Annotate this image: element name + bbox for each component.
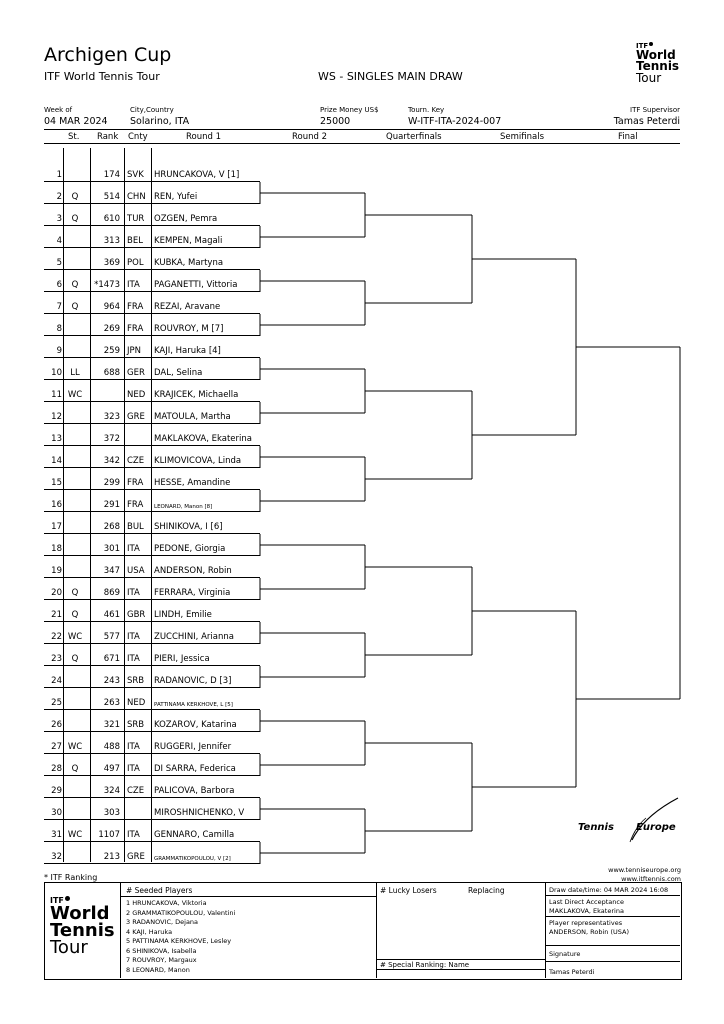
player-name: KAJI, Haruka [4] xyxy=(154,346,221,356)
entry-status: Q xyxy=(71,192,79,202)
entry-status: Q xyxy=(71,764,79,774)
tennis-europe-swoosh-icon xyxy=(574,796,684,846)
draw-position: 13 xyxy=(51,434,62,444)
entry-status: WC xyxy=(67,742,83,752)
player-name: REN, Yufei xyxy=(154,192,198,202)
player-rank: 269 xyxy=(103,324,120,334)
col-round1: Round 1 xyxy=(186,132,222,142)
player-country: ITA xyxy=(127,742,140,752)
player-country: FRA xyxy=(127,324,144,334)
player-rank: 321 xyxy=(103,720,120,730)
player-name: HESSE, Amandine xyxy=(154,478,231,488)
player-country: SVK xyxy=(127,170,144,180)
player-rank: 268 xyxy=(103,522,120,532)
player-country: USA xyxy=(127,566,145,576)
draw-position: 18 xyxy=(51,544,62,554)
footer-logo-ball-icon xyxy=(65,896,70,901)
player-country: GER xyxy=(127,368,145,378)
player-name: GRAMMATIKOPOULOU, V [2] xyxy=(154,856,231,862)
city-value: Solarino, ITA xyxy=(130,116,190,127)
player-name: ANDERSON, Robin xyxy=(154,566,232,576)
player-rank: 869 xyxy=(103,588,120,598)
draw-position: 12 xyxy=(51,412,62,422)
footer-itf-logo xyxy=(50,896,118,976)
player-rank: 1107 xyxy=(98,830,120,840)
player-country: ITA xyxy=(127,764,140,774)
player-name: MIROSHNICHENKO, V xyxy=(154,808,245,818)
player-name: HRUNCAKOVA, V [1] xyxy=(154,170,240,180)
draw-position: 9 xyxy=(56,346,62,356)
draw-position: 14 xyxy=(51,456,62,466)
player-rank: *1473 xyxy=(94,280,120,290)
footer-divider xyxy=(120,883,121,978)
reps-label: Player representatives xyxy=(549,919,623,927)
player-rank: 342 xyxy=(103,456,120,466)
footer-logo-world: World xyxy=(50,903,110,924)
player-name: KLIMOVICOVA, Linda xyxy=(154,456,242,466)
entry-status: Q xyxy=(71,654,79,664)
col-cnty: Cnty xyxy=(128,132,148,142)
tourn-key-value: W-ITF-ITA-2024-007 xyxy=(408,116,502,127)
week-label: Week of xyxy=(44,106,73,114)
player-name: DI SARRA, Federica xyxy=(154,764,236,774)
player-country: NED xyxy=(127,390,146,400)
player-rank: 324 xyxy=(103,786,120,796)
seeded-header: # Seeded Players xyxy=(126,886,193,895)
special-ranking-divider xyxy=(377,969,545,970)
player-name: OZGEN, Pemra xyxy=(154,214,218,224)
player-name: MAKLAKOVA, Ekaterina xyxy=(154,434,252,444)
draw-position: 27 xyxy=(51,742,62,752)
lucky-losers-header: # Lucky Losers xyxy=(380,886,437,895)
player-country: NED xyxy=(127,698,146,708)
player-country: POL xyxy=(127,258,144,268)
draw-date: Draw date/time: 04 MAR 2024 16:08 xyxy=(549,886,669,894)
entry-status: Q xyxy=(71,610,79,620)
player-rank: 610 xyxy=(103,214,120,224)
entry-status: Q xyxy=(71,280,79,290)
draw-position: 24 xyxy=(51,676,62,686)
player-name: LEONARD, Manon [8] xyxy=(154,504,213,510)
player-country: CZE xyxy=(127,456,145,466)
player-country: FRA xyxy=(127,500,144,510)
player-rank: 323 xyxy=(103,412,120,422)
player-name: KOZAROV, Katarina xyxy=(154,720,237,730)
player-country: GBR xyxy=(127,610,146,620)
player-rank: 299 xyxy=(103,478,120,488)
draw-position: 30 xyxy=(51,808,62,818)
entry-status: WC xyxy=(67,390,83,400)
entry-status: WC xyxy=(67,632,83,642)
player-rank: 497 xyxy=(103,764,120,774)
player-rank: 243 xyxy=(103,676,120,686)
footer-right-divider xyxy=(546,895,680,896)
draw-position: 1 xyxy=(56,170,62,180)
entry-status: LL xyxy=(70,368,80,378)
draw-position: 22 xyxy=(51,632,62,642)
entry-status: Q xyxy=(71,588,79,598)
signature-value: Tamas Peterdi xyxy=(549,968,595,976)
player-name: PIERI, Jessica xyxy=(154,654,210,664)
supervisor-value: Tamas Peterdi xyxy=(613,116,680,127)
player-rank: 313 xyxy=(103,236,120,246)
player-country: ITA xyxy=(127,280,140,290)
seeded-player: 6 SHINIKOVA, Isabella xyxy=(126,946,197,955)
seeded-player: 3 RADANOVIC, Dejana xyxy=(126,918,199,926)
col-round2: Round 2 xyxy=(292,132,328,142)
draw-position: 29 xyxy=(51,786,62,796)
logo-itf-text: ITF xyxy=(636,42,649,50)
player-rank: 291 xyxy=(103,500,120,510)
player-country: CZE xyxy=(127,786,145,796)
player-name: ROUVROY, M [7] xyxy=(154,324,224,334)
draw-name: WS - SINGLES MAIN DRAW xyxy=(318,70,463,83)
special-ranking-divider xyxy=(377,959,545,960)
player-rank: 259 xyxy=(103,346,120,356)
player-name: DAL, Selina xyxy=(154,368,203,378)
tenniseurope-url[interactable]: www.tenniseurope.org xyxy=(608,866,681,874)
player-country: BEL xyxy=(127,236,143,246)
player-country: FRA xyxy=(127,478,144,488)
player-rank: 213 xyxy=(103,852,120,862)
player-country: BUL xyxy=(127,522,144,532)
player-name: ZUCCHINI, Arianna xyxy=(154,632,234,642)
seeded-divider xyxy=(121,896,376,897)
draw-position: 11 xyxy=(51,390,62,400)
player-name: GENNARO, Camilla xyxy=(154,830,235,840)
col-rank: Rank xyxy=(97,132,119,142)
player-country: ITA xyxy=(127,588,140,598)
draw-position: 3 xyxy=(56,214,62,224)
entry-status: Q xyxy=(71,302,79,312)
player-rank: 174 xyxy=(103,170,120,180)
player-country: SRB xyxy=(127,720,145,730)
draw-position: 17 xyxy=(51,522,62,532)
draw-position: 4 xyxy=(56,236,62,246)
draw-position: 8 xyxy=(56,324,62,334)
player-name: FERRARA, Virginia xyxy=(154,588,231,598)
player-name: PAGANETTI, Vittoria xyxy=(154,280,238,290)
player-rank: 347 xyxy=(103,566,120,576)
player-rank: 372 xyxy=(103,434,120,444)
footer-logo-itf-text: ITF xyxy=(50,896,64,905)
col-semifinals: Semifinals xyxy=(500,132,545,142)
logo-tour: Tour xyxy=(636,70,662,85)
tour-subtitle: ITF World Tennis Tour xyxy=(44,70,160,83)
player-country: ITA xyxy=(127,830,140,840)
player-rank: 964 xyxy=(103,302,120,312)
footer-right-divider xyxy=(546,916,680,917)
player-rank: 688 xyxy=(103,368,120,378)
player-rank: 461 xyxy=(103,610,120,620)
week-value: 04 MAR 2024 xyxy=(44,116,108,127)
player-rank: 303 xyxy=(103,808,120,818)
player-country: ITA xyxy=(127,654,140,664)
seeded-player: 7 ROUVROY, Margaux xyxy=(126,956,197,964)
footer-logo-tennis: Tennis xyxy=(50,920,115,942)
draw-position: 25 xyxy=(51,698,62,708)
player-country: GRE xyxy=(127,412,145,422)
player-name: RUGGERI, Jennifer xyxy=(154,742,232,752)
player-country: JPN xyxy=(127,346,141,356)
player-name: PEDONE, Giorgia xyxy=(154,544,226,554)
entry-status: WC xyxy=(67,830,83,840)
entry-status: Q xyxy=(71,214,79,224)
footer-right-divider xyxy=(546,961,680,962)
draw-position: 7 xyxy=(56,302,62,312)
player-country: CHN xyxy=(127,192,146,202)
supervisor-label: ITF Supervisor xyxy=(630,106,680,114)
col-st: St. xyxy=(68,132,80,142)
player-name: RADANOVIC, D [3] xyxy=(154,676,232,686)
player-name: KRAJICEK, Michaella xyxy=(154,390,239,400)
player-country: FRA xyxy=(127,302,144,312)
logo-tennis: Tennis xyxy=(636,59,680,74)
player-country: TUR xyxy=(127,214,145,224)
player-rank: 514 xyxy=(103,192,120,202)
player-rank: 369 xyxy=(103,258,120,268)
signature-label: Signature xyxy=(549,950,581,958)
player-rank: 263 xyxy=(103,698,120,708)
player-country: GRE xyxy=(127,852,145,862)
player-name: KEMPEN, Magali xyxy=(154,236,223,246)
player-rank: 577 xyxy=(103,632,120,642)
player-name: MATOULA, Martha xyxy=(154,412,231,422)
draw-position: 2 xyxy=(56,192,62,202)
draw-position: 5 xyxy=(56,258,62,268)
col-quarterfinals: Quarterfinals xyxy=(386,132,442,142)
logo-world: World xyxy=(636,48,676,62)
seeded-player: 5 PATTINAMA KERKHOVE, Lesley xyxy=(126,937,232,945)
draw-position: 32 xyxy=(51,852,62,862)
footer-divider xyxy=(545,883,546,978)
player-name: PALICOVA, Barbora xyxy=(154,786,235,796)
draw-position: 28 xyxy=(51,764,62,774)
tennis-europe-word1: Tennis xyxy=(578,822,614,833)
player-name: REZAI, Aravane xyxy=(154,302,221,312)
seeded-player: 8 LEONARD, Manon xyxy=(126,965,190,974)
draw-position: 19 xyxy=(51,566,62,576)
player-name: PATTINAMA KERKHOVE, L [5] xyxy=(154,702,233,708)
player-country: SRB xyxy=(127,676,145,686)
draw-position: 16 xyxy=(51,500,62,510)
tournament-title: Archigen Cup xyxy=(44,44,172,66)
itftennis-url[interactable]: www.itftennis.com xyxy=(621,875,681,883)
seeded-player: 1 HRUNCAKOVA, Viktoria xyxy=(126,899,207,907)
tennis-europe-word2: Europe xyxy=(636,822,676,833)
draw-position: 26 xyxy=(51,720,62,730)
tourn-key-label: Tourn. Key xyxy=(408,106,445,114)
player-name: KUBKA, Martyna xyxy=(154,258,224,268)
player-rank: 301 xyxy=(103,544,120,554)
draw-position: 10 xyxy=(51,368,62,378)
prize-value: 25000 xyxy=(320,116,351,127)
player-rank: 488 xyxy=(103,742,120,752)
player-name: SHINIKOVA, I [6] xyxy=(154,522,223,532)
reps-value: ANDERSON, Robin (USA) xyxy=(549,928,630,936)
special-ranking-header: # Special Ranking: Name xyxy=(380,961,470,969)
player-name: LINDH, Emilie xyxy=(154,610,212,620)
footer-logo-tour: Tour xyxy=(50,937,88,959)
footer-right-divider xyxy=(546,945,680,946)
draw-position: 15 xyxy=(51,478,62,488)
player-rank: 671 xyxy=(103,654,120,664)
player-country: ITA xyxy=(127,544,140,554)
city-label: City,Country xyxy=(130,106,174,114)
tennis-europe-logo xyxy=(574,796,684,846)
lda-label: Last Direct Acceptance xyxy=(549,898,624,906)
footer-divider xyxy=(376,883,377,978)
col-final: Final xyxy=(618,132,638,142)
draw-position: 20 xyxy=(51,588,62,598)
itf-ranking-note: * ITF Ranking xyxy=(44,873,98,882)
lda-value: MAKLAKOVA, Ekaterina xyxy=(549,907,624,915)
player-country: ITA xyxy=(127,632,140,642)
replacing-header: Replacing xyxy=(468,886,505,895)
draw-position: 31 xyxy=(51,830,62,840)
draw-position: 6 xyxy=(56,280,62,290)
seeded-player: 2 GRAMMATIKOPOULOU, Valentini xyxy=(126,908,236,917)
seeded-player: 4 KAJI, Haruka xyxy=(126,927,173,936)
draw-position: 21 xyxy=(51,610,62,620)
draw-position: 23 xyxy=(51,654,62,664)
prize-label: Prize Money US$ xyxy=(320,106,379,114)
